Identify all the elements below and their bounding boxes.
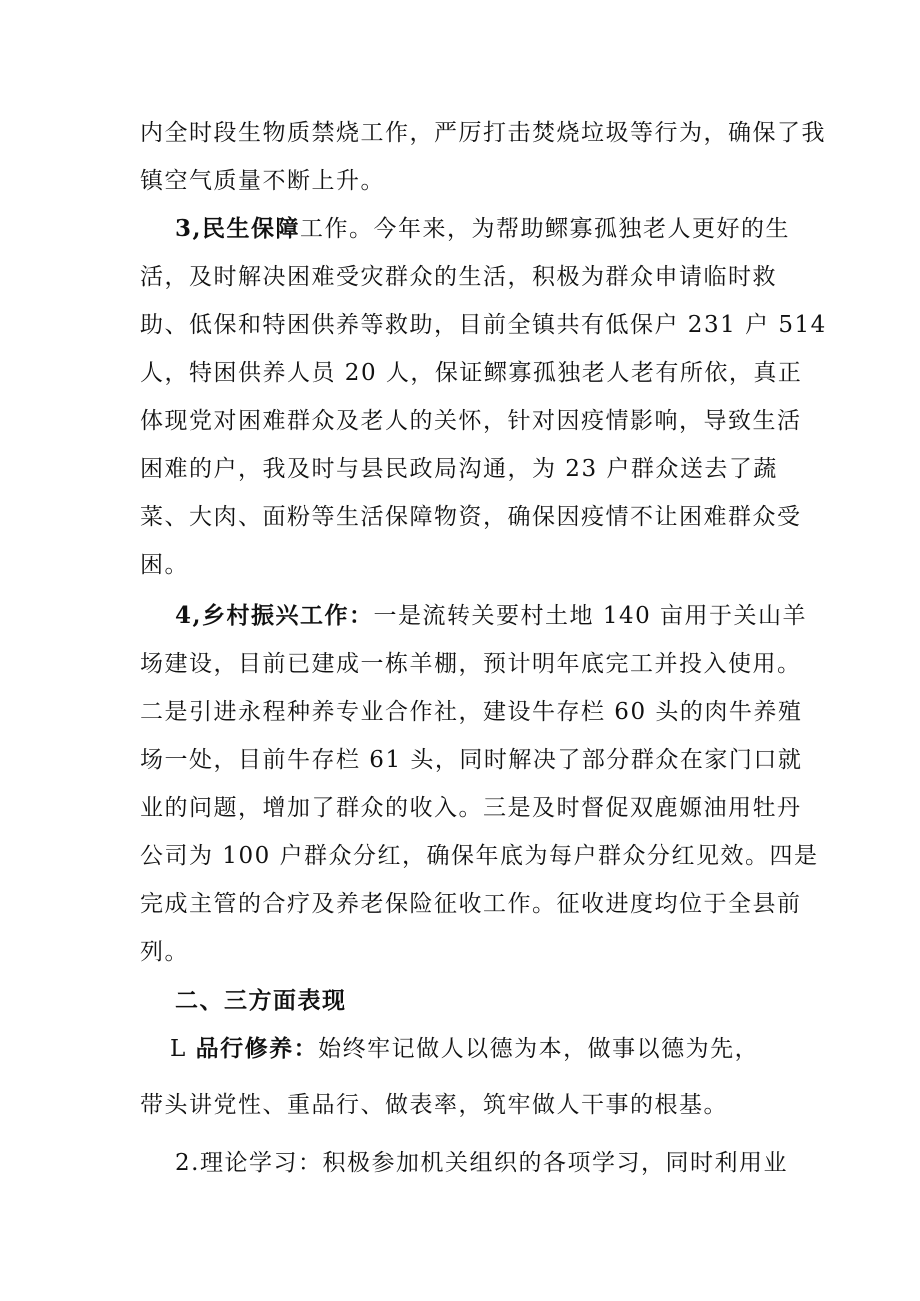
paragraph-text: 一是流转关要村土地 140 亩用于关山羊 bbox=[373, 603, 808, 629]
paragraph-line: 带头讲党性、重品行、做表率，筑牢做人干事的根基。 bbox=[140, 1092, 728, 1118]
paragraph-text: 工作。今年来，为帮助鳏寡孤独老人更好的生 bbox=[300, 216, 791, 242]
paragraph-line bbox=[175, 214, 790, 244]
paragraph-line: 2.理论学习：积极参加机关组织的各项学习，同时利用业 bbox=[175, 1150, 788, 1176]
paragraph-line: 二是引进永程种养专业合作社，建设牛存栏 60 头的肉牛养殖 bbox=[140, 699, 803, 725]
paragraph-line bbox=[175, 601, 807, 631]
list-marker: L bbox=[170, 1036, 196, 1062]
paragraph-line bbox=[170, 1034, 759, 1064]
section-heading: 二、三方面表现 bbox=[175, 987, 347, 1014]
paragraph-line: 菜、大肉、面粉等生活保障物资，确保因疫情不让困难群众受 bbox=[140, 504, 802, 530]
paragraph-line: 业的问题，增加了群众的收入。三是及时督促双鹿嫄油用牡丹 bbox=[140, 795, 802, 821]
paragraph-line: 体现党对困难群众及老人的关怀，针对因疫情影响，导致生活 bbox=[140, 408, 802, 434]
paragraph-line: 困。 bbox=[140, 552, 189, 578]
paragraph-line: 完成主管的合疗及养老保险征收工作。征收进度均位于全县前 bbox=[140, 891, 802, 917]
paragraph-line: 场建设，目前已建成一栋羊棚，预计明年底完工并投入使用。 bbox=[140, 651, 802, 677]
paragraph-line: 镇空气质量不断上升。 bbox=[140, 168, 385, 194]
paragraph-line: 内全时段生物质禁烧工作，严厉打击焚烧垃圾等行为，确保了我 bbox=[140, 120, 826, 146]
paragraph-line: 困难的户，我及时与县民政局沟通，为 23 户群众送去了蔬 bbox=[140, 456, 778, 482]
paragraph-line: 人，特困供养人员 20 人，保证鳏寡孤独老人老有所依，真正 bbox=[140, 360, 803, 386]
paragraph-line: 活，及时解决困难受灾群众的生活，积极为群众申请临时救 bbox=[140, 264, 777, 290]
paragraph-line: 场一处，目前牛存栏 61 头，同时解决了部分群众在家门口就 bbox=[140, 747, 803, 773]
paragraph-line: 列。 bbox=[140, 939, 189, 965]
paragraph-heading: 4,乡村振兴工作： bbox=[175, 602, 374, 629]
paragraph-heading: 品行修养： bbox=[195, 1035, 319, 1062]
paragraph-line: 助、低保和特困供养等救助，目前全镇共有低保户 231 户 514 bbox=[140, 312, 827, 338]
paragraph-text: 始终牢记做人以德为本，做事以德为先， bbox=[318, 1036, 760, 1062]
paragraph-line: 公司为 100 户群众分红，确保年底为每户群众分红见效。四是 bbox=[140, 843, 819, 869]
paragraph-heading: 3,民生保障 bbox=[175, 215, 301, 242]
